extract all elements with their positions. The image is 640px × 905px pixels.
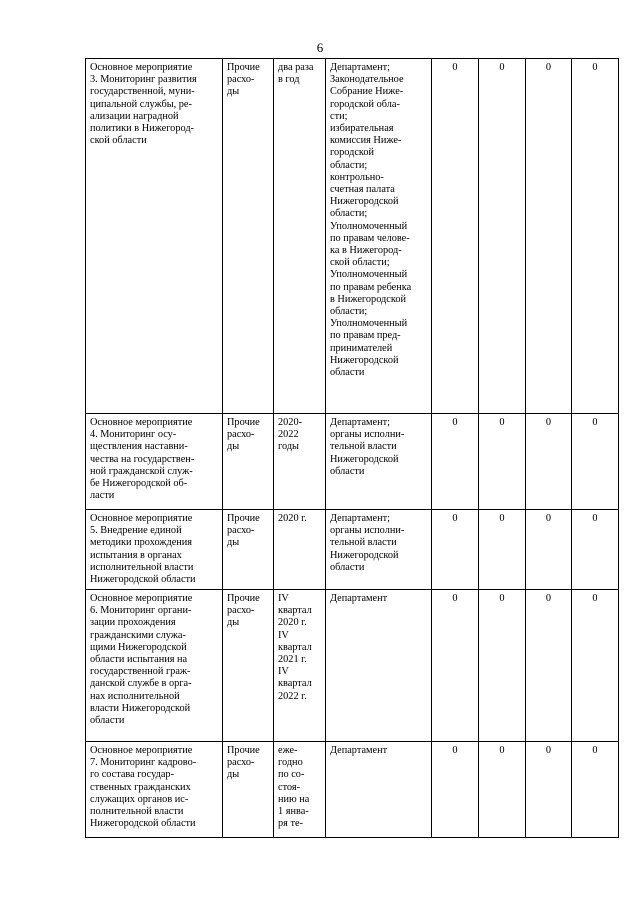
activity-cell-line: Нижегородской области [90, 818, 196, 830]
term-cell-line: ря те- [278, 818, 303, 830]
funding-value-cell: 0 [572, 414, 619, 510]
expense-type-cell-line: ды [227, 441, 240, 453]
executor-cell-line: по правам ребенка [330, 281, 412, 293]
funding-value-cell: 0 [526, 59, 572, 414]
activity-cell-line: полнительной власти [90, 806, 184, 818]
executor-cell-line: области [330, 561, 365, 573]
executor-cell-line: области; [330, 159, 368, 171]
funding-value-cell: 0 [479, 510, 526, 590]
page-number: 6 [316, 40, 324, 55]
executor-cell-line: области [330, 465, 365, 477]
term-cell-line: IV [278, 593, 289, 604]
term-cell [274, 510, 326, 590]
executor-cell-line: избирательная [330, 123, 394, 135]
executor-cell-line: ка в Нижегород- [330, 245, 402, 257]
executor-cell-line: Департамент [330, 745, 388, 756]
executor-cell-line: Департамент; [330, 513, 390, 524]
term-cell-line: 1 янва- [278, 806, 309, 818]
term-cell-line: в год [278, 74, 300, 86]
executor-cell-line: Нижегородской [330, 354, 399, 366]
expense-type-cell-line: расхо- [227, 74, 255, 86]
executor-cell-line: счетная палата [330, 184, 395, 196]
expense-type-cell-line: Прочие [227, 745, 260, 756]
executor-cell-line: в Нижегородской [330, 293, 406, 305]
funding-value-cell: 0 [479, 590, 526, 742]
funding-value-cell: 0 [572, 742, 619, 838]
table-row [86, 59, 619, 414]
activity-cell-line: методики прохождения [90, 537, 193, 549]
term-cell-line: 2020- [278, 417, 303, 428]
activity-cell-line: ской области [90, 135, 147, 147]
term-cell-line: 2022 г. [278, 690, 307, 702]
term-cell-line: нию на [278, 793, 310, 805]
term-cell-line: два раза [278, 62, 314, 73]
executor-cell [326, 742, 432, 838]
activity-cell [86, 590, 223, 742]
activity-cell-line: исполнительной власти [90, 561, 194, 573]
executor-cell-line: ской области; [330, 257, 390, 269]
activity-cell-line: 7. Мониторинг кадрово- [90, 757, 197, 769]
activity-cell-line: 3. Мониторинг развития [90, 74, 197, 86]
executor-cell-line: по правам пред- [330, 330, 401, 342]
expense-type-cell-line: Прочие [227, 417, 260, 428]
table-row [86, 742, 619, 838]
funding-value-cell: 0 [526, 742, 572, 838]
expense-type-cell [223, 59, 274, 414]
term-cell-line: 2021 г. [278, 654, 307, 666]
expense-type-cell-line: расхо- [227, 429, 255, 441]
executor-cell-line: тельной власти [330, 537, 397, 549]
table-body [86, 59, 619, 838]
table-row [86, 590, 619, 742]
activity-cell-line: щими Нижегородской [90, 641, 187, 653]
activity-cell-line: государственной, муни- [90, 86, 195, 98]
activity-cell-line: 5. Внедрение единой [90, 525, 182, 537]
executor-cell [326, 510, 432, 590]
activity-cell [86, 742, 223, 838]
funding-value-cell: 0 [432, 414, 479, 510]
expense-type-cell-line: Прочие [227, 593, 260, 604]
activity-cell-line: испытания в органах [90, 549, 182, 561]
term-cell [274, 590, 326, 742]
activity-cell [86, 414, 223, 510]
executor-cell-line: тельной власти [330, 441, 397, 453]
executor-cell-line: Департамент; [330, 417, 390, 428]
funding-value-cell: 0 [572, 590, 619, 742]
term-cell-line: по со- [278, 769, 305, 781]
funding-value-cell: 0 [572, 59, 619, 414]
activity-cell-line: нах исполнительной [90, 690, 180, 702]
funding-value-cell: 0 [432, 742, 479, 838]
expense-type-cell-line: расхо- [227, 605, 255, 617]
term-cell-line: квартал [278, 678, 312, 690]
activity-cell [86, 59, 223, 414]
executor-cell-line: области; [330, 208, 368, 220]
term-cell [274, 414, 326, 510]
activity-cell-line: ной гражданской служ- [90, 465, 193, 477]
executor-cell-line: органы исполни- [330, 429, 405, 441]
activity-cell-line: ципальной службы, ре- [90, 98, 192, 110]
term-cell [274, 742, 326, 838]
executor-cell-line: Департамент; [330, 62, 390, 73]
funding-value-cell: 0 [526, 590, 572, 742]
funding-value-cell: 0 [432, 510, 479, 590]
activity-cell-line: Нижегородской области [90, 574, 196, 586]
executor-cell-line: Департамент [330, 593, 388, 604]
activity-cell-line: области испытания на [90, 654, 188, 666]
expense-type-cell-line: ды [227, 537, 240, 549]
term-cell-line: годно [278, 757, 303, 769]
expense-type-cell-line: ды [227, 769, 240, 781]
activity-cell-line: 4. Мониторинг осу- [90, 429, 177, 441]
program-activities-table [85, 58, 619, 838]
executor-cell-line: органы исполни- [330, 525, 405, 537]
expense-type-cell [223, 414, 274, 510]
activity-cell-line: чества на государствен- [90, 453, 195, 465]
term-cell-line: стоя- [278, 781, 301, 793]
term-cell-line: 2020 г. [278, 617, 307, 629]
executor-cell-line: Законодательное [330, 74, 404, 86]
activity-cell [86, 510, 223, 590]
activity-cell-line: власти Нижегородской [90, 702, 191, 714]
activity-cell-line: бе Нижегородской об- [90, 478, 188, 490]
activity-cell-line: го состава государ- [90, 769, 174, 781]
activity-cell-line: Основное мероприятие [90, 593, 193, 604]
activity-cell-line: Основное мероприятие [90, 513, 193, 524]
table-row [86, 510, 619, 590]
activity-cell-line: ализации наградной [90, 110, 179, 122]
activity-cell-line: ственных гражданских [90, 781, 191, 793]
term-cell-line: годы [278, 441, 299, 453]
activity-cell-line: государственной граж- [90, 666, 191, 678]
expense-type-cell-line: Прочие [227, 513, 260, 524]
executor-cell-line: Уполномоченный [330, 269, 408, 281]
activity-cell-line: 6. Мониторинг органи- [90, 605, 192, 617]
funding-value-cell: 0 [572, 510, 619, 590]
table-row [86, 414, 619, 510]
term-cell-line: квартал [278, 605, 312, 617]
funding-value-cell: 0 [479, 414, 526, 510]
executor-cell-line: области; [330, 306, 368, 318]
activity-cell-line: зации прохождения [90, 617, 176, 629]
expense-type-cell [223, 742, 274, 838]
executor-cell-line: Уполномоченный [330, 318, 408, 330]
expense-type-cell-line: ды [227, 617, 240, 629]
funding-value-cell: 0 [479, 742, 526, 838]
executor-cell-line: Нижегородской [330, 549, 399, 561]
activity-cell-line: данской службе в орга- [90, 678, 192, 690]
activity-cell-line: служащих органов ис- [90, 793, 189, 805]
executor-cell-line: городской обла- [330, 98, 400, 110]
term-cell-line: IV [278, 629, 289, 641]
executor-cell-line: контрольно- [330, 171, 384, 183]
funding-value-cell: 0 [432, 59, 479, 414]
activity-cell-line: ществления наставни- [90, 441, 188, 453]
expense-type-cell-line: Прочие [227, 62, 260, 73]
activity-cell-line: политики в Нижегород- [90, 123, 194, 135]
activity-cell-line: Основное мероприятие [90, 62, 193, 73]
funding-value-cell: 0 [526, 414, 572, 510]
executor-cell-line: Нижегородской [330, 196, 399, 208]
executor-cell-line: Нижегородской [330, 453, 399, 465]
term-cell-line: 2022 [278, 429, 299, 441]
executor-cell [326, 414, 432, 510]
executor-cell-line: принимателей [330, 342, 393, 354]
executor-cell-line: по правам челове- [330, 232, 410, 244]
term-cell [274, 59, 326, 414]
funding-value-cell: 0 [432, 590, 479, 742]
executor-cell [326, 59, 432, 414]
expense-type-cell [223, 590, 274, 742]
activity-cell-line: гражданскими служа- [90, 629, 186, 641]
expense-type-cell-line: расхо- [227, 525, 255, 537]
expense-type-cell-line: расхо- [227, 757, 255, 769]
term-cell-line: квартал [278, 641, 312, 653]
executor-cell-line: области [330, 367, 365, 379]
executor-cell-line: городской [330, 147, 375, 159]
activity-cell-line: Основное мероприятие [90, 417, 193, 428]
funding-value-cell: 0 [479, 59, 526, 414]
executor-cell-line: комиссия Ниже- [330, 135, 402, 147]
executor-cell-line: сти; [330, 110, 348, 122]
activity-cell-line: ласти [90, 490, 115, 502]
activity-cell-line: Основное мероприятие [90, 745, 193, 756]
executor-cell-line: Уполномоченный [330, 220, 408, 232]
term-cell-line: IV [278, 666, 289, 678]
executor-cell-line: Собрание Нижe- [330, 86, 404, 98]
term-cell-line: 2020 г. [278, 513, 307, 524]
expense-type-cell [223, 510, 274, 590]
expense-type-cell-line: ды [227, 86, 240, 98]
activity-cell-line: области [90, 715, 125, 727]
executor-cell [326, 590, 432, 742]
term-cell-line: еже- [278, 745, 298, 756]
funding-value-cell: 0 [526, 510, 572, 590]
